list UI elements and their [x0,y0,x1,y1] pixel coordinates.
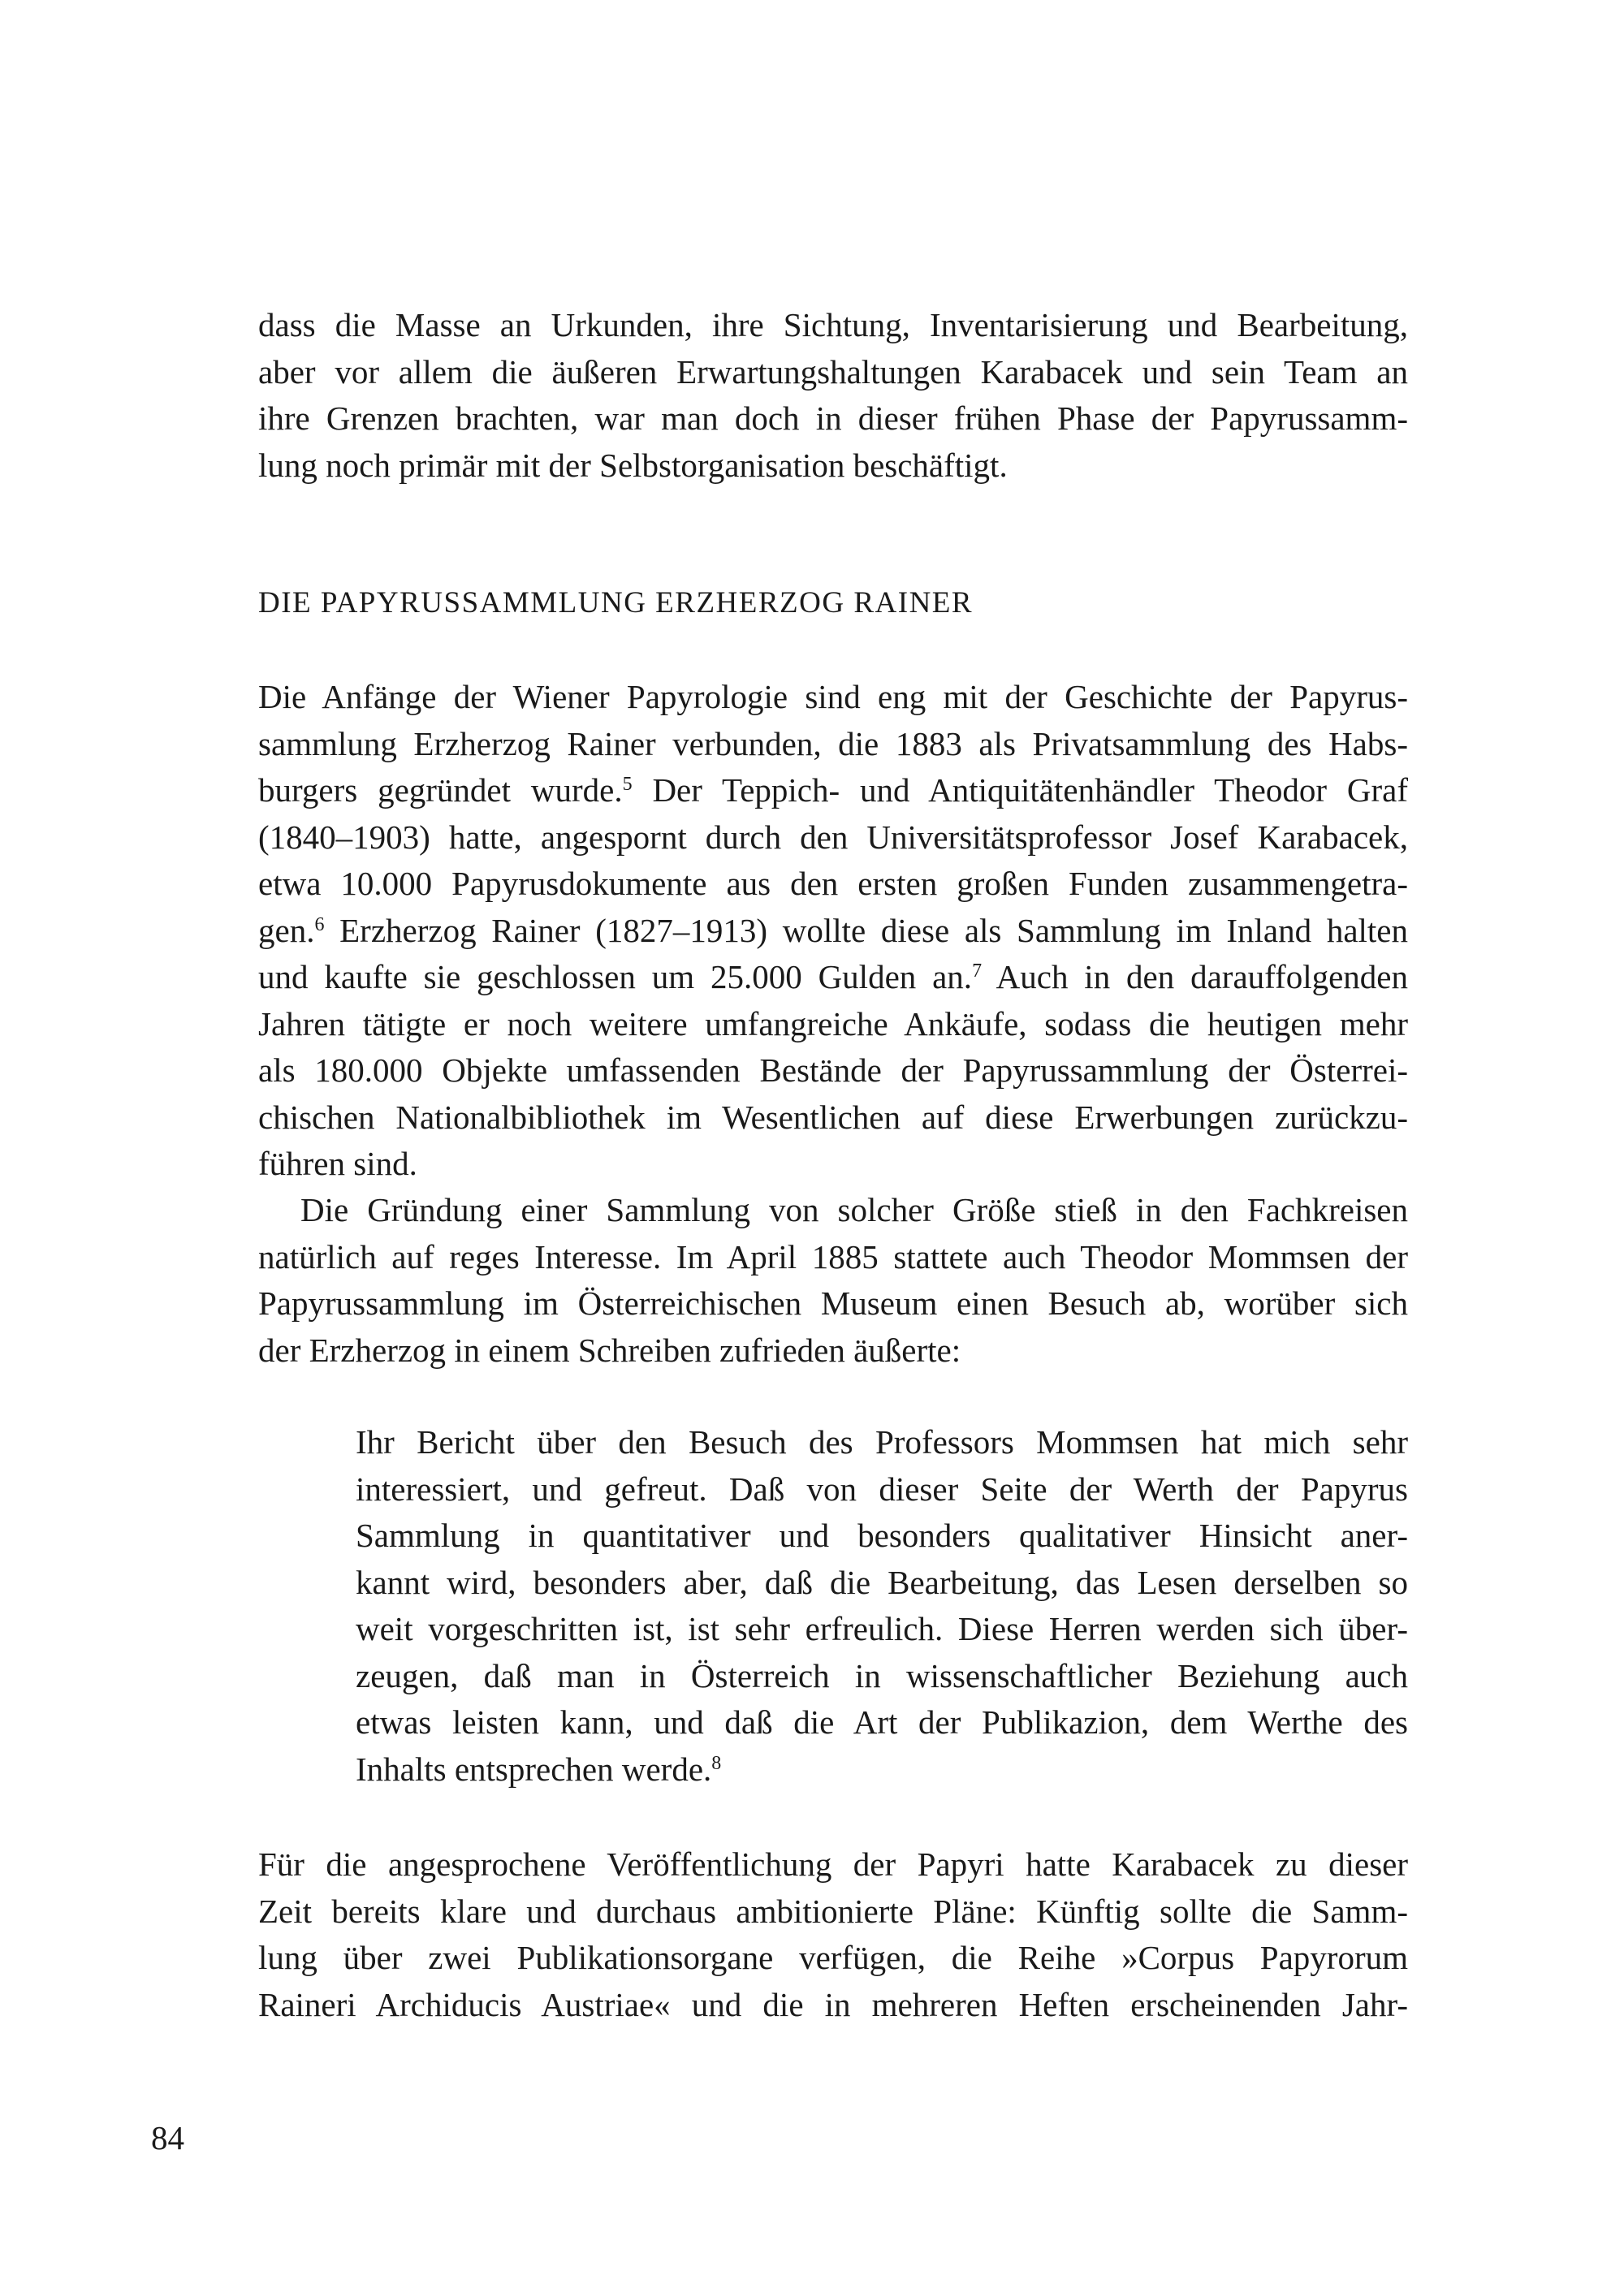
text-line: Papyrussammlung im Österreichischen Museum einen Besuch ab, worüber sich [258,1284,1408,1322]
text-line [258,954,1408,1001]
footnote-ref-8[interactable]: 8 [711,1752,722,1774]
text-line: lung über zwei Publikationsorgane verfügen, die Reihe »Corpus Papyrorum [258,1939,1408,1976]
quote-line: weit vorgeschritten ist, ist sehr erfreulich. Diese Herren werden sich über- [356,1610,1408,1647]
text-line [258,767,1408,814]
text-fragment: Inhalts entsprechen werde. [356,1750,712,1788]
page-number: 84 [151,2119,184,2156]
footnote-ref-5[interactable]: 5 [622,774,633,795]
text-fragment: burgers gegründet wurde. [258,771,623,809]
quote-line: Ihr Bericht über den Besuch des Professors Mommsen hat mich sehr [356,1423,1408,1461]
text-line: der Erzherzog in einem Schreiben zufrieden äußerte: [258,1331,961,1369]
text-line: Für die angesprochene Veröffentlichung der Papyri hatte Karabacek zu dieser [258,1845,1408,1883]
paragraph-intro [258,302,1408,489]
text-line: lung noch primär mit der Selbstorganisation beschäftigt. [258,446,1008,484]
text-line: etwa 10.000 Papyrusdokumente aus den ersten großen Funden zusammengetra- [258,865,1408,902]
quote-line [356,1746,1408,1793]
text-line: Die Gründung einer Sammlung von solcher Größe stieß in den Fachkreisen [300,1191,1408,1228]
paragraph-publication [258,1841,1408,2028]
text-line: natürlich auf reges Interesse. Im April 1885 stattete auch Theodor Mommsen der [258,1237,1408,1275]
text-line: Die Anfänge der Wiener Papyrologie sind eng mit der Geschichte der Papyrus- [258,678,1408,715]
quote-line: kannt wird, besonders aber, daß die Bearbeitung, das Lesen derselben so [356,1563,1408,1601]
text-line: aber vor allem die äußeren Erwartungshaltungen Karabacek und sein Team an [258,352,1408,391]
section-heading: DIE PAPYRUSSAMMLUNG ERZHERZOG RAINER [258,586,974,619]
footnote-ref-6[interactable]: 6 [314,913,325,935]
text-line: Raineri Archiducis Austriae« und die in mehreren Heften erscheinenden Jahr- [258,1985,1408,2023]
text-line: dass die Masse an Urkunden, ihre Sichtung, Inventarisierung und Bearbeitung, [258,306,1408,343]
text-line: ihre Grenzen brachten, war man doch in dieser frühen Phase der Papyrussamm- [258,399,1408,437]
text-line: führen sind. [258,1145,417,1182]
block-quote [356,1419,1408,1793]
text-fragment: und kaufte sie geschlossen um 25.000 Gulden an. [258,958,973,995]
quote-line: etwas leisten kann, und daß die Art der Publikazion, dem Werthe des [356,1703,1408,1741]
text-fragment: Auch in den darauffolgenden [996,958,1408,995]
text-line: (1840–1903) hatte, angespornt durch den Universitätsprofessor Josef Karabacek, [258,818,1408,856]
text-fragment: gen. [258,911,315,949]
quote-line: Sammlung in quantitativer und besonders qualitativer Hinsicht aner- [356,1517,1408,1554]
text-line: als 180.000 Objekte umfassenden Bestände der Papyrussammlung der Österrei- [258,1051,1408,1089]
text-line: sammlung Erzherzog Rainer verbunden, die 1883 als Privatsammlung des Habs- [258,724,1408,762]
text-line: chischen Nationalbibliothek im Wesentlichen auf diese Erwerbungen zurückzu- [258,1098,1408,1136]
paragraph-history [258,674,1408,1188]
text-line: Zeit bereits klare und durchaus ambitionierte Pläne: Künftig sollte die Samm- [258,1892,1408,1930]
text-line: Jahren tätigte er noch weitere umfangreiche Ankäufe, sodass die heutigen mehr [258,1004,1408,1042]
text-fragment: Erzherzog Rainer (1827–1913) wollte diese als Sammlung im Inland halten [339,911,1408,949]
text-fragment: Der Teppich- und Antiquitätenhändler Theodor Graf [652,771,1408,809]
quote-line: interessiert, und gefreut. Daß von dieser Seite der Werth der Papyrus [356,1470,1408,1508]
quote-line: zeugen, daß man in Österreich in wissenschaftlicher Beziehung auch [356,1656,1408,1694]
footnote-ref-7[interactable]: 7 [972,960,983,982]
text-line [258,908,1408,955]
paragraph-mommsen [258,1187,1408,1374]
